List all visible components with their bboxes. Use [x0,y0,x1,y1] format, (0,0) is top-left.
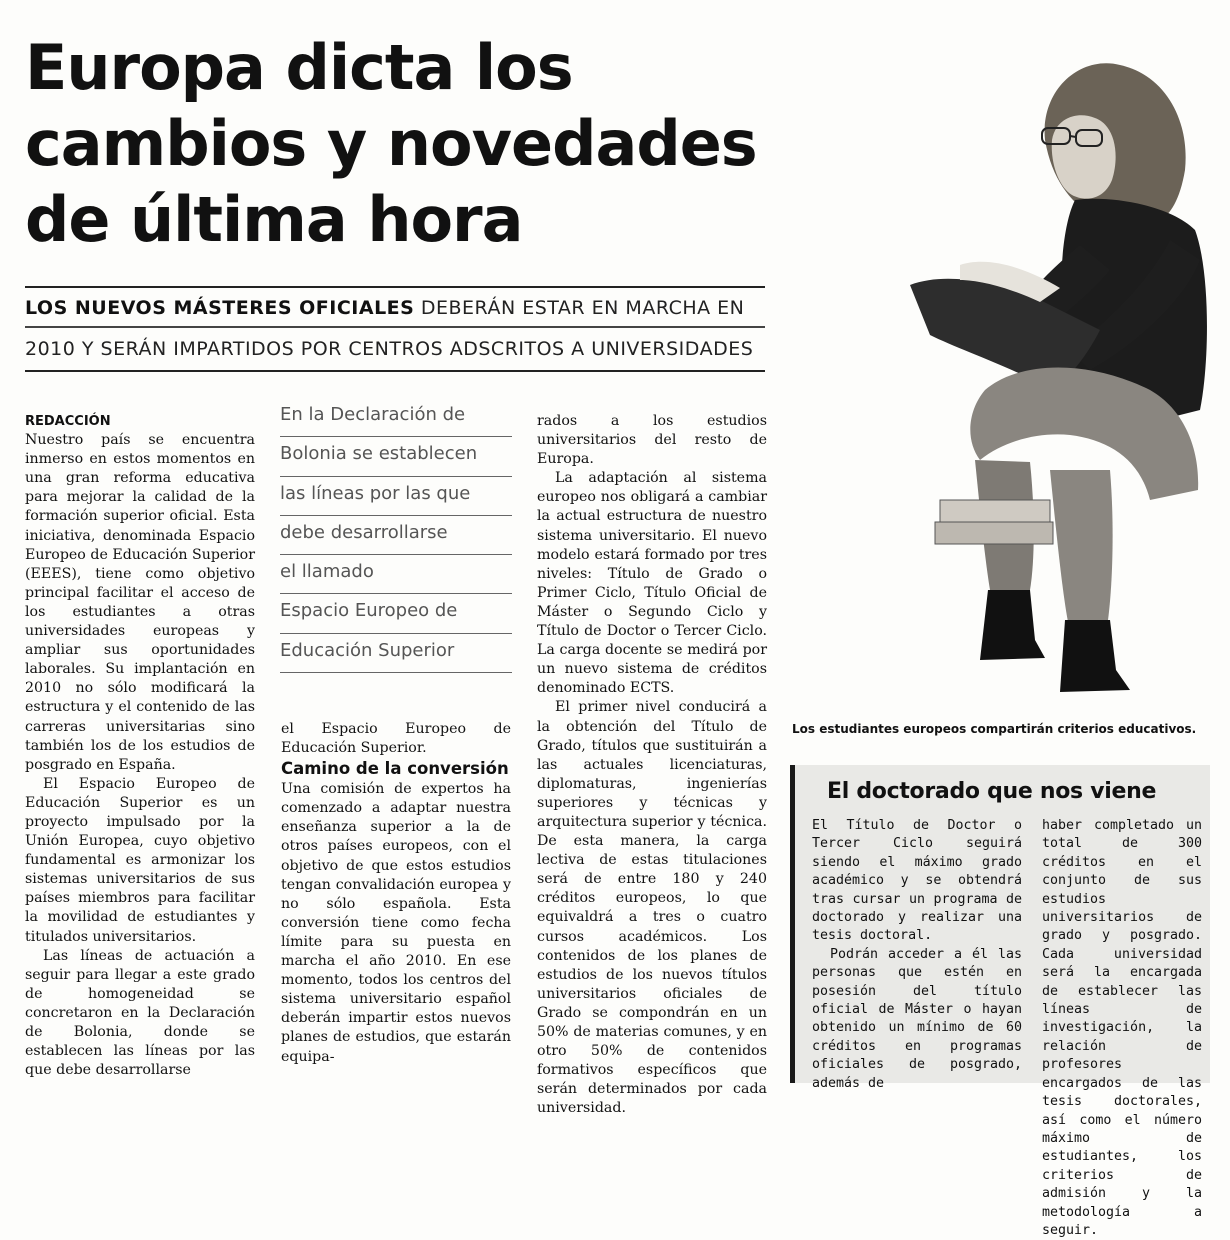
pull-quote-line: Bolonia se establecen [280,437,512,476]
sidebar-box [790,765,1210,1238]
pull-quote-line: Educación Superior [280,634,512,673]
student-reading-photo [790,30,1210,710]
deck-top-rule [25,286,765,288]
headline-line: Europa dicta los [25,31,573,104]
deck-middle-rule [25,326,765,328]
deck-bottom-rule [25,370,765,372]
pull-quote-line: el llamado [280,555,512,594]
sidebar-column-1 [812,817,1022,1093]
sidebar-column-2 [1042,817,1202,1240]
paragraph: el Espacio Europeo de Educación Superior. [281,721,511,757]
headline-line: de última hora [25,183,523,256]
subheading: Camino de la conversión [281,759,509,779]
deck-line-1 [25,297,765,319]
book-stack [940,500,1050,522]
boot-shape [980,590,1045,660]
article-column-1 [25,412,255,1080]
paragraph: Una comisión de expertos ha comenzado a adaptar nuestra enseñanza superior a la de otros países europeos, con el objetivo de que estos estudios tengan convalidación europea y no sólo española. Esta conversión tiene como fecha límite para su puesta en marcha el año 2010. En ese momento, todos los centros del sistema universitario español deberán impartir estos nuevos planes de estudios, que estarán equipa- [281,781,511,1065]
paragraph: rados a los estudios universitarios del resto de Europa. [537,413,767,468]
paragraph: El primer nivel conducirá a la obtención del Título de Grado, títulos que sustituirán a las actuales licenciaturas, diplomaturas, ingenierías superiores y técnicas y arquitectura superior y técnica. De esta manera, la carga lectiva de estas titulaciones será de entre 180 y 240 créditos europeos, lo que equivaldrá a tres o cuatro cursos académicos. Los contenidos de los planes de estudios de los nuevos títulos universitarios oficiales de Grado se compondrán en un 50% de materias comunes, y en otro 50% de contenidos formativos específicos que serán determinados por cada universidad. [537,699,767,1117]
sidebar-accent-bar [790,765,795,1083]
article-column-2 [281,720,511,1067]
deck-bold: LOS NUEVOS MÁSTERES OFICIALES [25,297,415,319]
jeans-lower-leg [1050,470,1113,622]
paragraph: El Espacio Europeo de Educación Superior es un proyecto impulsado por la Unión Europea, cuyo objetivo fundamental es armonizar los sistemas universitarios de sus países miembros para facilitar la movilidad de estudiantes y titulados universitarios. [25,775,255,945]
paragraph: El Título de Doctor o Tercer Ciclo seguirá siendo el máximo grado académico y se obtendrá tras cursar un programa de doctorado y realizar una tesis doctoral. [812,818,1022,944]
article-column-3 [537,412,767,1118]
paragraph: Las líneas de actuación a seguir para llegar a este grado de homogeneidad se concretaron en la Declaración de Bolonia, donde se establecen las líneas por las que debe desarrollarse [25,947,255,1079]
pull-quote-line: Espacio Europeo de [280,594,512,633]
paragraph: Nuestro país se encuentra inmerso en estos momentos en una gran reforma educativa para mejorar la calidad de la formación superior oficial. Esta iniciativa, denominada Espacio Europeo de Educación Superior (EEES), tiene como objetivo principal facilitar el acceso de los estudiantes a otras universidades europeas y ampliar sus oportunidades laborales. Su implantación en 2010 no sólo modificará la estructura y el contenido de las carreras universitarias sino también los de los estudios de posgrado en España. [25,432,255,773]
photo-caption: Los estudiantes europeos compartirán criterios educativos. [792,722,1197,736]
pull-quote-line: las líneas por las que [280,477,512,516]
pull-quote-line: En la Declaración de [280,398,512,437]
paragraph: haber completado un total de 300 créditos en el conjunto de sus estudios universitarios de grado y posgrado. Cada universidad será la encargada de establecer las líneas de investigación, la relación de profesores encargados de las tesis doctorales, así como el número máximo de estudiantes, los criterios de admisión y la metodología a seguir. [1042,818,1202,1238]
pull-quote [280,398,512,673]
boot-shape [1060,620,1130,692]
headline-line: cambios y novedades [25,107,757,180]
deck-line-2: 2010 Y SERÁN IMPARTIDOS POR CENTROS ADSCRITOS A UNIVERSIDADES [25,338,754,360]
sidebar-title: El doctorado que nos viene [827,779,1157,804]
paragraph: La adaptación al sistema europeo nos obligará a cambiar la actual estructura de nuestro sistema universitario. El nuevo modelo estará formado por tres niveles: Título de Grado o Primer Ciclo, Título Oficial de Máster o Segundo Ciclo y Título de Doctor o Tercer Ciclo. La carga docente se medirá por un nuevo sistema de créditos denominado ECTS. [537,470,767,697]
deck-rest: DEBERÁN ESTAR EN MARCHA EN [414,297,745,319]
pull-quote-line: debe desarrollarse [280,516,512,555]
book-stack [935,522,1053,544]
paragraph: Podrán acceder a él las personas que estén en posesión del título oficial de Máster o hayan obtenido un mínimo de 60 créditos en programas oficiales de posgrado, además de [812,946,1022,1091]
headline [25,30,765,258]
byline: REDACCIÓN [25,414,111,429]
